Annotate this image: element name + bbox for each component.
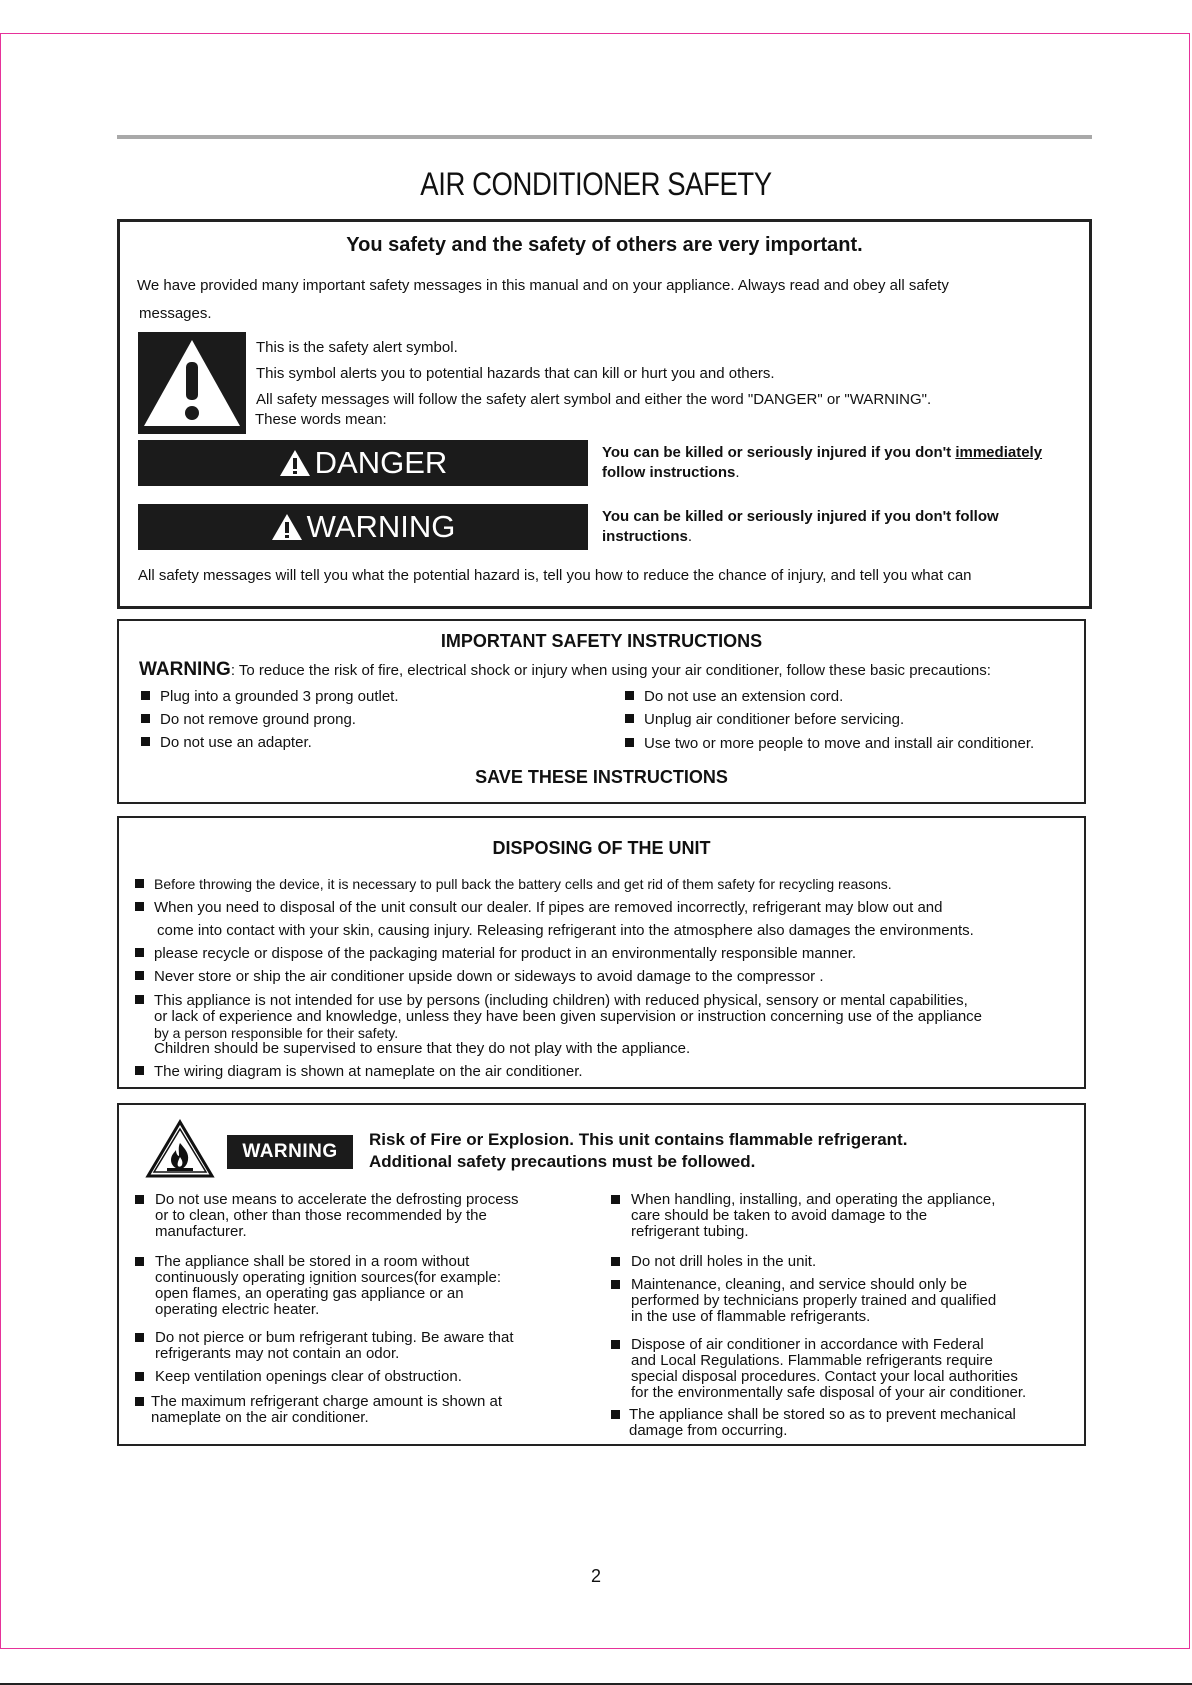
safety-box — [117, 219, 1092, 609]
risk-line-2: Additional safety precautions must be followed. — [369, 1152, 756, 1171]
instructions-heading: IMPORTANT SAFETY INSTRUCTIONS — [440, 631, 763, 651]
list-item-text: please recycle or dispose of the packaging material for product in an environmentally responsible manner. — [154, 945, 857, 962]
warning-label: WARNING — [306, 509, 456, 544]
bullet-icon — [141, 714, 150, 723]
danger-alert-icon — [279, 449, 311, 477]
list-item-text: Never store or ship the air conditioner upside down or sideways to avoid damage to the compressor . — [154, 968, 824, 985]
list-item-text: Unplug air conditioner before servicing. — [644, 711, 905, 728]
bullet-icon — [135, 1257, 144, 1266]
list-item-line: operating electric heater. — [155, 1301, 320, 1318]
bullet-icon — [135, 971, 144, 980]
safety-alert-icon — [138, 332, 246, 434]
list-item — [625, 688, 843, 705]
list-item-line: performed by technicians properly trained and qualified — [631, 1292, 997, 1309]
danger-bar — [138, 440, 588, 486]
disposing-box — [117, 816, 1086, 1089]
list-item-line: or to clean, other than those recommended by the — [155, 1207, 487, 1224]
symbol-line-2: This symbol alerts you to potential hazards that can kill or hurt you and others. — [256, 365, 775, 382]
list-item-line: Keep ventilation openings clear of obstruction. — [155, 1368, 462, 1385]
list-item — [135, 945, 856, 962]
warning-bar — [138, 504, 588, 550]
warning-alert-icon — [271, 513, 303, 541]
list-item-line: special disposal procedures. Contact your local authorities — [631, 1368, 1018, 1385]
list-item — [135, 993, 968, 1009]
bullet-icon — [611, 1410, 620, 1419]
list-item-continuation: come into contact with your skin, causing injury. Releasing refrigerant into the atmosphere also damages the environments. — [157, 922, 974, 939]
list-item-line: care should be taken to avoid damage to the — [631, 1207, 928, 1224]
flammable-risk-text — [369, 1129, 907, 1173]
save-instructions: SAVE THESE INSTRUCTIONS — [475, 767, 728, 787]
list-item-line: Maintenance, cleaning, and service should only be — [631, 1276, 968, 1293]
warning-text-a: You can be killed or seriously injured if you don't follow — [602, 508, 999, 525]
list-item-line: damage from occurring. — [629, 1422, 788, 1439]
safety-footer: All safety messages will tell you what the potential hazard is, tell you how to reduce the chance of injury, and tell you what can — [138, 567, 972, 584]
list-item-line: manufacturer. — [155, 1223, 247, 1240]
list-item-line: Do not use means to accelerate the defrosting process — [155, 1191, 519, 1208]
list-item-line: in the use of flammable refrigerants. — [631, 1308, 871, 1325]
symbol-line-4: These words mean: — [255, 411, 387, 428]
bullet-icon — [135, 1066, 144, 1075]
list-item-line: When handling, installing, and operating the appliance, — [631, 1191, 996, 1208]
list-item-line: The appliance shall be stored so as to prevent mechanical — [629, 1406, 1016, 1423]
bullet-icon — [611, 1280, 620, 1289]
list-item-text: Before throwing the device, it is necessary to pull back the battery cells and get rid of them safety for recycling reasons. — [154, 876, 892, 892]
bullet-icon — [611, 1195, 620, 1204]
list-item-text: Do not use an extension cord. — [644, 688, 844, 705]
symbol-line-1: This is the safety alert symbol. — [256, 339, 458, 356]
list-item-line: refrigerant tubing. — [631, 1223, 749, 1240]
page-title: AIR CONDITIONER SAFETY — [420, 166, 772, 202]
danger-text-a: You can be killed or seriously injured if you don't — [602, 444, 956, 461]
symbol-line-3: All safety messages will follow the safety alert symbol and either the word "DANGER" or "WARNING". — [256, 391, 932, 408]
risk-line-1: Risk of Fire or Explosion. This unit contains flammable refrigerant. — [369, 1130, 908, 1149]
bullet-icon — [135, 1195, 144, 1204]
instructions-warning — [139, 659, 991, 681]
list-item-line: Dispose of air conditioner in accordance with Federal — [631, 1336, 984, 1353]
list-item-line: The maximum refrigerant charge amount is shown at — [151, 1393, 502, 1410]
intro-line-2: messages. — [139, 305, 212, 322]
list-item-text: Use two or more people to move and install air conditioner. — [644, 735, 1035, 752]
list-item-line: open flames, an operating gas appliance or an — [155, 1285, 464, 1302]
list-item-line: Do not pierce or bum refrigerant tubing. Be aware that — [155, 1329, 514, 1346]
warning-text-b: instructions — [602, 528, 688, 545]
bullet-icon — [141, 691, 150, 700]
bullet-icon — [135, 948, 144, 957]
intro-line-1: We have provided many important safety messages in this manual and on your appliance. Always read and obey all safety — [137, 277, 949, 294]
list-item — [141, 688, 399, 705]
list-item — [141, 711, 356, 728]
bullet-icon — [135, 879, 144, 888]
bullet-icon — [135, 995, 144, 1004]
list-item-line: continuously operating ignition sources(for example: — [155, 1269, 502, 1286]
danger-text-b: follow instructions — [602, 464, 736, 481]
list-item-continuation: or lack of experience and knowledge, unless they have been given supervision or instruction concerning use of the appliance — [154, 1008, 983, 1025]
bullet-icon — [135, 902, 144, 911]
list-item-text: Plug into a grounded 3 prong outlet. — [160, 688, 399, 705]
list-item — [135, 968, 824, 985]
warning-description: You can be killed or seriously injured if you don't follow instructions. — [602, 508, 999, 545]
list-item — [135, 899, 943, 916]
list-item-continuation: Children should be supervised to ensure that they do not play with the appliance. — [154, 1040, 691, 1057]
list-item — [625, 735, 1034, 752]
danger-label: DANGER — [314, 445, 448, 480]
list-item-text: When you need to disposal of the unit consult our dealer. If pipes are removed incorrectly, refrigerant may blow out and — [154, 899, 943, 916]
list-item-text: Do not use an adapter. — [160, 734, 312, 751]
list-item — [135, 876, 892, 892]
flammable-box — [117, 1103, 1086, 1446]
danger-description: You can be killed or seriously injured if you don't immediately follow instructions. — [602, 444, 1043, 481]
top-rule — [117, 135, 1092, 139]
instructions-warning-word: WARNING — [139, 659, 231, 680]
bullet-icon — [141, 737, 150, 746]
list-item-text: Do not remove ground prong. — [160, 711, 356, 728]
bullet-icon — [135, 1397, 144, 1406]
instructions-box — [117, 619, 1086, 804]
list-item-line: for the environmentally safe disposal of your air conditioner. — [631, 1384, 1027, 1401]
bullet-icon — [135, 1372, 144, 1381]
safety-heading: You safety and the safety of others are very important. — [346, 234, 863, 256]
bullet-icon — [611, 1340, 620, 1349]
list-item-line: nameplate on the air conditioner. — [151, 1409, 369, 1426]
flammable-warning-badge: WARNING — [227, 1135, 353, 1169]
bullet-icon — [135, 1333, 144, 1342]
list-item-text: The wiring diagram is shown at nameplate on the air conditioner. — [154, 1063, 583, 1080]
list-item-line: The appliance shall be stored in a room without — [155, 1253, 470, 1270]
list-item — [135, 1063, 583, 1080]
list-item-line: Do not drill holes in the unit. — [631, 1253, 817, 1270]
page-number: 2 — [590, 1566, 601, 1586]
flammable-icon — [145, 1119, 215, 1179]
list-item — [625, 711, 904, 728]
bullet-icon — [625, 691, 634, 700]
bullet-icon — [625, 738, 634, 747]
list-item-line: and Local Regulations. Flammable refrigerants require — [631, 1352, 993, 1369]
bullet-icon — [611, 1257, 620, 1266]
list-item-line: refrigerants may not contain an odor. — [155, 1345, 400, 1362]
list-item-continuation: by a person responsible for their safety. — [154, 1025, 399, 1041]
instructions-warning-text: : To reduce the risk of fire, electrical shock or injury when using your air conditioner, follow these basic precautions: — [230, 662, 991, 679]
bullet-icon — [625, 714, 634, 723]
list-item — [141, 734, 312, 751]
disposing-heading: DISPOSING OF THE UNIT — [492, 838, 711, 858]
danger-text-underlined: immediately — [955, 444, 1043, 461]
list-item-text: This appliance is not intended for use by persons (including children) with reduced physical, sensory or mental capabilities, — [154, 992, 968, 1009]
